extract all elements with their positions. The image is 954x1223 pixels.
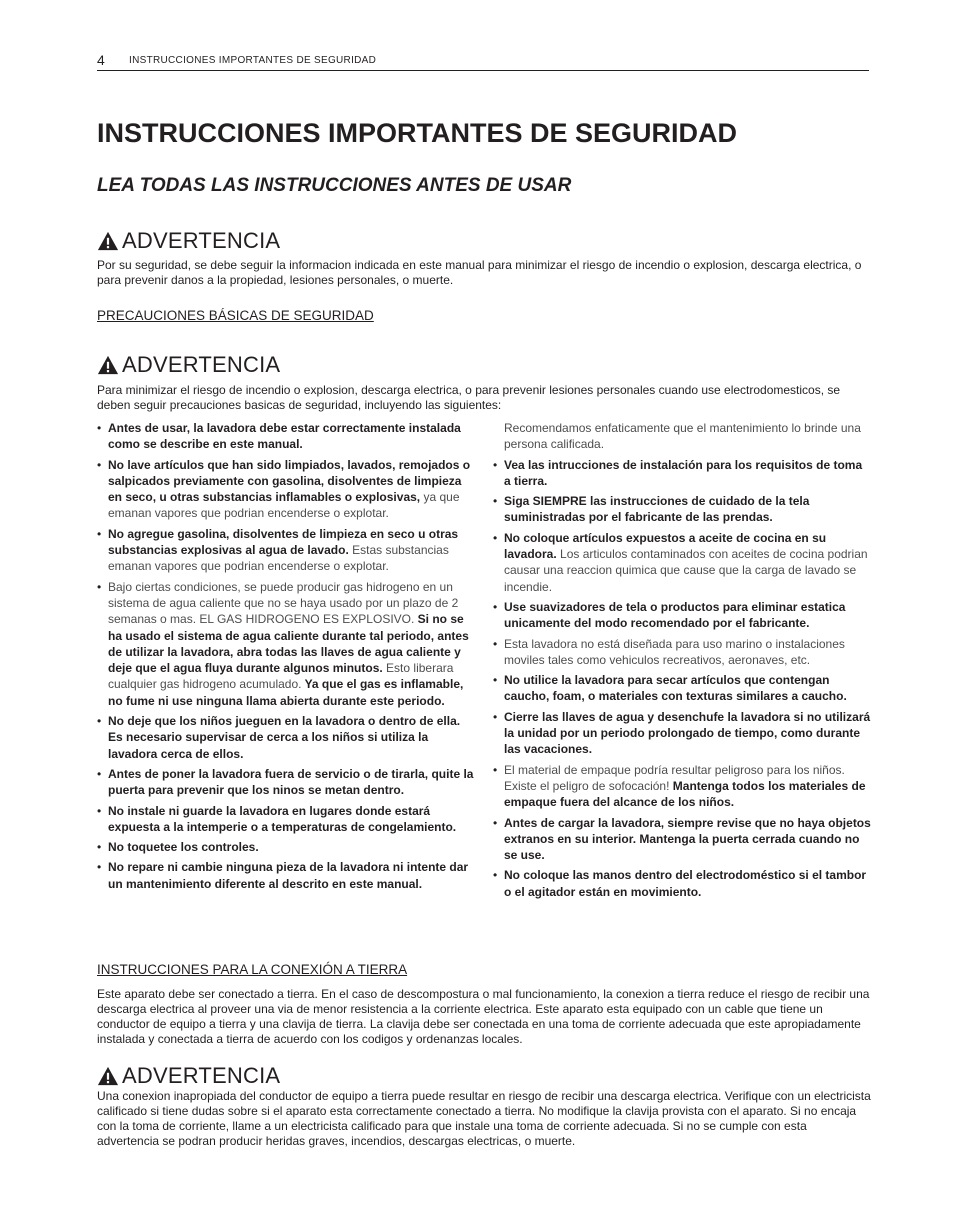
list-item [97, 766, 475, 799]
list-item [493, 709, 871, 758]
list-item-bold-text: No toquetee los controles. [108, 840, 259, 855]
list-item [493, 815, 871, 864]
list-item [493, 599, 871, 632]
list-item-bold-text: Ya que el gas es inflamable, no fume ni use ninguna llama abierta durante este periodo. [108, 677, 464, 708]
grounding-paragraph: Este aparato debe ser conectado a tierra. En el caso de descompostura o mal funcionamiento, la conexion a tierra reduce el riesgo de recibir una descarga electrica al proveer una via de menor resistencia a la corriente electrica. Este aparato esta equipado con un cable que tiene un conductor de equipo a tierra y una clavija de tierra. La clavija debe ser conectada en una toma de corriente adecuada que este apropiadamente instalada y conectada a tierra de acuerdo con los codigos y ordenanzas locales. [97, 987, 870, 1046]
list-item-bold-text: Antes de cargar la lavadora, siempre revise que no haya objetos extranos en su interior. Mantenga la puerta cerrada cuando no se use. [504, 815, 871, 863]
list-item-bold-text: Si no se ha usado el sistema de agua caliente durante tal periodo, antes de utilizar la lavadora, abra todas las llaves de agua caliente y deje que el agua fluya durante algunos minutos. [108, 612, 469, 676]
list-item [97, 420, 475, 453]
list-item [493, 493, 871, 526]
list-item [97, 713, 475, 762]
list-item-bold-text: No coloque artículos expuestos a aceite de cocina en su lavadora. [504, 530, 827, 562]
list-item-bold-text: No lave artículos que han sido limpiados, lavados, remojados o salpicados previamente con gasolina, disolventes de limpieza en seco, u otras substancias inflamables o explosivas, [108, 457, 471, 505]
running-title: INSTRUCCIONES IMPORTANTES DE SEGURIDAD [129, 55, 377, 66]
warning-label: ADVERTENCIA [122, 228, 281, 253]
list-item [493, 762, 871, 811]
list-item-continuation: Recomendamos enfaticamente que el mantenimiento lo brinde una persona calificada. [504, 421, 861, 452]
list-item-text: Los articulos contaminados con aceites de cocina podrian causar una reaccion quimica que cause que la carga de lavado se incendie. [504, 547, 868, 594]
list-item-bold-text: Cierre las llaves de agua y desenchufe la lavadora si no utilizará la unidad por un periodo prolongado de tiempo, como durante las vacaciones. [504, 709, 871, 757]
list-item-text: El material de empaque podría resultar peligroso para los niños. Existe el peligro de sofocación! [504, 762, 845, 793]
list-item-text: ya que emanan vapores que podrian encenderse o explotar. [108, 490, 460, 521]
list-item-bold-text: Mantenga todos los materiales de empaque fuera del alcance de los niños. [504, 778, 866, 810]
list-item-bold-text: No agregue gasolina, disolventes de limpieza en seco u otras substancias explosivas al agua de lavado. [108, 526, 459, 558]
grounding-heading: INSTRUCCIONES PARA LA CONEXIÓN A TIERRA [97, 962, 408, 977]
page-number: 4 [97, 52, 105, 68]
list-item-text: Esto liberara cualquier gas hidrogeno acumulado. [108, 661, 454, 692]
warning-label: ADVERTENCIA [122, 1063, 281, 1088]
list-item-bold-text: Use suavizadores de tela o productos para eliminar estatica unicamente del modo recomendado por el fabricante. [504, 599, 846, 631]
list-item [493, 672, 871, 705]
list-item-bold-text: No deje que los niños jueguen en la lavadora o dentro de ella. Es necesario supervisar de cerca a los niños si utiliza la lavadora cerca de ellos. [108, 714, 461, 761]
page-title: INSTRUCCIONES IMPORTANTES DE SEGURIDAD [97, 118, 738, 148]
list-item-text: Bajo ciertas condiciones, se puede producir gas hidrogeno en un sistema de agua caliente que no se haya usado por un plazo de 2 semanas o mas. EL GAS HIDROGENO ES EXPLOSIVO. [108, 579, 459, 627]
left-column [97, 420, 475, 896]
list-item-bold-text: Vea las intrucciones de instalación para los requisitos de toma a tierra. [504, 457, 863, 488]
warning-label: ADVERTENCIA [122, 352, 281, 377]
list-item [97, 859, 475, 892]
list-item-bold-text: Antes de usar, la lavadora debe estar correctamente instalada como se describe en este manual. [108, 421, 461, 452]
list-item [97, 839, 475, 855]
warning-heading [97, 352, 280, 378]
warning-triangle-icon [97, 230, 119, 252]
page-subtitle: LEA TODAS LAS INSTRUCCIONES ANTES DE USAR [97, 175, 572, 196]
list-item [97, 579, 475, 709]
list-item-bold-text: No repare ni cambie ninguna pieza de la lavadora ni intente dar un mantenimiento diferente al descrito en este manual. [108, 860, 469, 891]
right-bullet-list [493, 420, 871, 900]
list-item [493, 867, 871, 900]
list-item-bold-text: No instale ni guarde la lavadora en lugares donde estará expuesta a la intemperie o a temperaturas de congelamiento. [108, 803, 457, 834]
list-item [493, 636, 871, 669]
right-column [493, 420, 871, 904]
warning-triangle-icon [97, 1065, 119, 1087]
final-warning-paragraph: Una conexion inapropiada del conductor de equipo a tierra puede resultar en riesgo de recibir una descarga electrica. Verifique con un electricista calificado si tiene dudas sobre si el aparato esta correctamente conectado a tierra. No modifique la clavija provista con el aparato. Si no encaja con la toma de corriente, llame a un electricista calificado para que instale una toma de corriente adecuada. Si no se cumple con esta advertencia se podran producir heridas graves, incendios, descargas electricas, o muerte. [97, 1089, 871, 1148]
page-header [97, 52, 869, 71]
list-item [97, 526, 475, 575]
intro-paragraph: Por su seguridad, se debe seguir la informacion indicada en este manual para minimizar el riesgo de incendio o explosion, descarga electrica, o para prevenir danos a la propiedad, lesiones personales, o muerte. [97, 258, 862, 287]
basic-precautions-intro: Para minimizar el riesgo de incendio o explosion, descarga electrica, o para prevenir lesiones personales cuando use electrodomesticos, se deben seguir precauciones basicas de seguridad, incluyendo las siguientes: [97, 383, 841, 412]
list-item-bold-text: Siga SIEMPRE las instrucciones de cuidado de la tela suministradas por el fabricante de las prendas. [504, 494, 810, 525]
warning-heading [97, 228, 280, 254]
warning-heading [97, 1063, 280, 1089]
list-item-bold-text: No utilice la lavadora para secar artículos que contengan caucho, foam, o materiales con texturas similares a caucho. [504, 673, 847, 704]
list-item [493, 530, 871, 595]
warning-triangle-icon [97, 354, 119, 376]
list-item [97, 803, 475, 836]
list-item [493, 457, 871, 490]
list-item-text: Esta lavadora no está diseñada para uso marino o instalaciones moviles tales como vehiculos recreativos, aeronaves, etc. [504, 636, 845, 667]
list-item [97, 457, 475, 522]
list-item-text: Estas substancias emanan vapores que podrian encenderse o explotar. [108, 543, 449, 574]
list-item-bold-text: No coloque las manos dentro del electrodoméstico si el tambor o el agitador están en movimiento. [504, 868, 867, 899]
basic-precautions-heading: PRECAUCIONES BÁSICAS DE SEGURIDAD [97, 308, 374, 323]
list-item-bold-text: Antes de poner la lavadora fuera de servicio o de tirarla, quite la puerta para prevenir que los ninos se metan dentro. [108, 766, 474, 798]
left-bullet-list [97, 420, 475, 892]
